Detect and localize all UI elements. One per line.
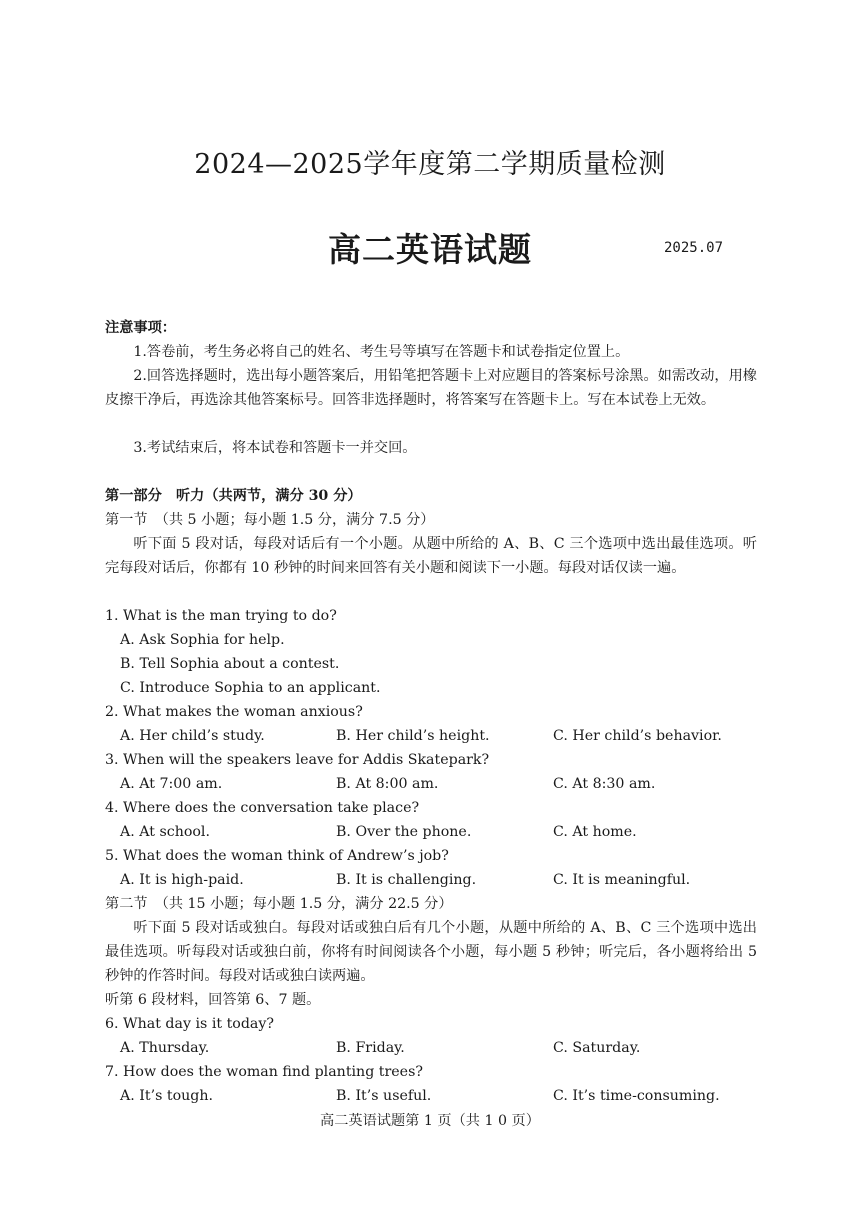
question-5-stem: 5. What does the woman think of Andrew’s job?	[105, 848, 449, 864]
question-1-stem: 1. What is the man trying to do?	[105, 608, 337, 624]
question-3-option-c: C. At 8:30 am.	[553, 776, 656, 792]
question-4-option-b: B. Over the phone.	[336, 824, 472, 840]
part1-heading: 第一部分 听力（共两节，满分 30 分）	[105, 488, 362, 504]
question-2-option-b: B. Her child’s height.	[336, 728, 490, 744]
section1-instructions: 听下面 5 段对话，每段对话后有一个小题。从题中所给的 A、B、C 三个选项中选出最佳选项。听完每段对话后，你都有 10 秒钟的时间来回答有关小题和阅读下一小题。每段对话仅读一遍。	[105, 536, 757, 576]
question-3-stem: 3. When will the speakers leave for Addis Skatepark?	[105, 752, 490, 768]
question-6-stem: 6. What day is it today?	[105, 1016, 274, 1032]
section1-heading: 第一节 （共 5 小题；每小题 1.5 分，满分 7.5 分）	[105, 512, 435, 528]
question-1-option-a: A. Ask Sophia for help.	[120, 632, 285, 648]
notice-item-2: 2.回答选择题时，选出每小题答案后，用铅笔把答题卡上对应题目的答案标号涂黑。如需改动，用橡皮擦干净后，再选涂其他答案标号。回答非选择题时，将答案写在答题卡上。写在本试卷上无效。	[105, 368, 757, 408]
exam-date: 2025.07	[664, 240, 724, 256]
question-4-stem: 4. Where does the conversation take place?	[105, 800, 420, 816]
question-5-option-a: A. It is high-paid.	[120, 872, 244, 888]
question-4-option-a: A. At school.	[120, 824, 210, 840]
question-2-option-a: A. Her child’s study.	[120, 728, 265, 744]
exam-title: 2024—2025学年度第二学期质量检测	[194, 149, 666, 180]
question-1-option-b: B. Tell Sophia about a contest.	[120, 656, 340, 672]
question-2-stem: 2. What makes the woman anxious?	[105, 704, 363, 720]
notice-item-3: 3.考试结束后，将本试卷和答题卡一并交回。	[133, 440, 417, 456]
question-3-option-b: B. At 8:00 am.	[336, 776, 439, 792]
page-footer: 高二英语试题第 1 页（共 1 0 页）	[320, 1113, 540, 1129]
section2-heading: 第二节 （共 15 小题；每小题 1.5 分，满分 22.5 分）	[105, 896, 453, 912]
question-7-option-a: A. It’s tough.	[120, 1088, 213, 1104]
question-7-option-c: C. It’s time-consuming.	[553, 1088, 720, 1104]
material-note: 听第 6 段材料，回答第 6、7 题。	[105, 992, 321, 1008]
question-6-option-a: A. Thursday.	[120, 1040, 210, 1056]
exam-subtitle: 高二英语试题	[328, 230, 532, 269]
question-7-stem: 7. How does the woman find planting trees?	[105, 1064, 423, 1080]
section2-instructions: 听下面 5 段对话或独白。每段对话或独白后有几个小题，从题中所给的 A、B、C 三个选项中选出最佳选项。听每段对话或独白前，你将有时间阅读各个小题，每小题 5 秒钟；听完后，各小题将给出 5 秒钟的作答时间。每段对话或独白读两遍。	[105, 920, 757, 984]
question-7-option-b: B. It’s useful.	[336, 1088, 432, 1104]
notice-heading: 注意事项：	[105, 320, 176, 336]
question-5-option-b: B. It is challenging.	[336, 872, 477, 888]
question-4-option-c: C. At home.	[553, 824, 637, 840]
question-6-option-b: B. Friday.	[336, 1040, 405, 1056]
question-1-option-c: C. Introduce Sophia to an applicant.	[120, 680, 381, 696]
notice-item-1: 1.答卷前，考生务必将自己的姓名、考生号等填写在答题卡和试卷指定位置上。	[133, 344, 630, 360]
question-2-option-c: C. Her child’s behavior.	[553, 728, 722, 744]
question-6-option-c: C. Saturday.	[553, 1040, 641, 1056]
question-3-option-a: A. At 7:00 am.	[120, 776, 223, 792]
question-5-option-c: C. It is meaningful.	[553, 872, 691, 888]
